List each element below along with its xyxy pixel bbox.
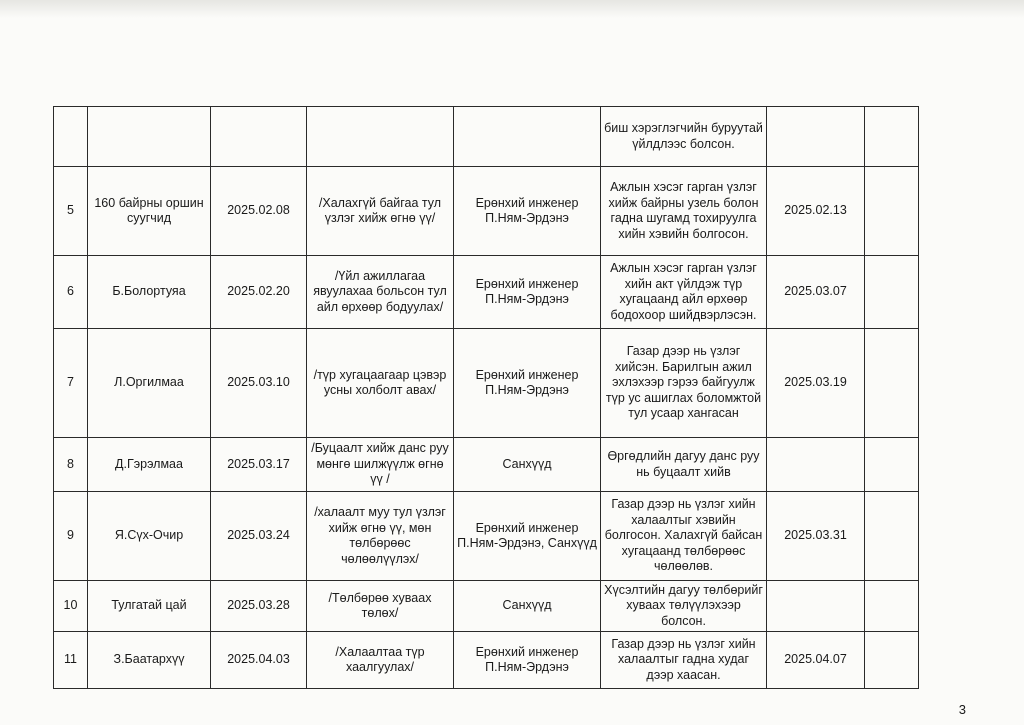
note-cell <box>865 492 919 581</box>
table-row <box>54 256 919 329</box>
note-cell <box>865 256 919 329</box>
row-number: 9 <box>54 492 88 581</box>
row-number: 7 <box>54 329 88 438</box>
request-date: 2025.04.03 <box>211 632 307 689</box>
note-cell <box>865 632 919 689</box>
table-row <box>54 492 919 581</box>
responsible-person: Санхүүд <box>454 581 601 632</box>
request-date <box>211 107 307 167</box>
responsible-person: Ерөнхий инженер П.Ням-Эрдэнэ <box>454 256 601 329</box>
responsible-person: Санхүүд <box>454 438 601 492</box>
request-date: 2025.02.20 <box>211 256 307 329</box>
resolved-date: 2025.03.31 <box>767 492 865 581</box>
resolved-date: 2025.03.19 <box>767 329 865 438</box>
row-number: 6 <box>54 256 88 329</box>
request-date: 2025.03.24 <box>211 492 307 581</box>
request-content <box>307 107 454 167</box>
note-cell <box>865 107 919 167</box>
resolution: Ажлын хэсэг гарган үзлэг хийж байрны узель болон гадна шугамд тохируулга хийн хэвийн болгосон. <box>601 167 767 256</box>
applicant-name: Д.Гэрэлмаа <box>88 438 211 492</box>
table-row <box>54 329 919 438</box>
request-date: 2025.02.08 <box>211 167 307 256</box>
resolved-date: 2025.02.13 <box>767 167 865 256</box>
applicant-name <box>88 107 211 167</box>
request-content: /Төлбөрөө хуваах төлөх/ <box>307 581 454 632</box>
applicant-name: З.Баатархүү <box>88 632 211 689</box>
resolution: Хүсэлтийн дагуу төлбөрийг хуваах төлүүлэхээр болсон. <box>601 581 767 632</box>
applicant-name: 160 байрны оршин суугчид <box>88 167 211 256</box>
row-number: 10 <box>54 581 88 632</box>
resolved-date: 2025.04.07 <box>767 632 865 689</box>
note-cell <box>865 167 919 256</box>
request-content: /Үйл ажиллагаа явуулахаа больсон тул айл өрхөөр бодуулах/ <box>307 256 454 329</box>
applicant-name: Я.Сүх-Очир <box>88 492 211 581</box>
row-number: 11 <box>54 632 88 689</box>
page-number: 3 <box>958 702 966 717</box>
resolution: Өргөдлийн дагуу данс руу нь буцаалт хийв <box>601 438 767 492</box>
request-date: 2025.03.17 <box>211 438 307 492</box>
applicant-name: Б.Болортуяа <box>88 256 211 329</box>
responsible-person: Ерөнхий инженер П.Ням-Эрдэнэ <box>454 167 601 256</box>
table-row <box>54 438 919 492</box>
resolution: биш хэрэглэгчийн буруутай үйлдлээс болсон. <box>601 107 767 167</box>
resolved-date <box>767 581 865 632</box>
request-content: /Халаалтаа түр хаалгуулах/ <box>307 632 454 689</box>
applicant-name: Л.Оргилмаа <box>88 329 211 438</box>
table-row <box>54 107 919 167</box>
resolved-date <box>767 107 865 167</box>
request-date: 2025.03.28 <box>211 581 307 632</box>
note-cell <box>865 581 919 632</box>
scan-shadow <box>0 0 1024 18</box>
request-content: /түр хугацаагаар цэвэр усны холболт авах/ <box>307 329 454 438</box>
request-content: /халаалт муу тул үзлэг хийж өгнө үү, мөн төлбөрөөс чөлөөлүүлэх/ <box>307 492 454 581</box>
responsible-person: Ерөнхий инженер П.Ням-Эрдэнэ <box>454 632 601 689</box>
records-table <box>53 106 919 689</box>
responsible-person: Ерөнхий инженер П.Ням-Эрдэнэ <box>454 329 601 438</box>
row-number <box>54 107 88 167</box>
table-row <box>54 581 919 632</box>
row-number: 8 <box>54 438 88 492</box>
responsible-person <box>454 107 601 167</box>
row-number: 5 <box>54 167 88 256</box>
resolved-date: 2025.03.07 <box>767 256 865 329</box>
resolution: Ажлын хэсэг гарган үзлэг хийн акт үйлдэж түр хугацаанд айл өрхөөр бодохоор шийдвэрлэсэн. <box>601 256 767 329</box>
request-content: /Халахгүй байгаа тул үзлэг хийж өгнө үү/ <box>307 167 454 256</box>
note-cell <box>865 438 919 492</box>
resolution: Газар дээр нь үзлэг хийн халаалтыг гадна худаг дээр хаасан. <box>601 632 767 689</box>
resolved-date <box>767 438 865 492</box>
request-date: 2025.03.10 <box>211 329 307 438</box>
note-cell <box>865 329 919 438</box>
resolution: Газар дээр нь үзлэг хийн халаалтыг хэвийн болгосон. Халахгүй байсан хугацаанд төлбөрөөс чөлөөлөв. <box>601 492 767 581</box>
responsible-person: Ерөнхий инженер П.Ням-Эрдэнэ, Санхүүд <box>454 492 601 581</box>
applicant-name: Тулгатай цай <box>88 581 211 632</box>
resolution: Газар дээр нь үзлэг хийсэн. Барилгын ажил эхлэхээр гэрээ байгуулж түр ус ашиглах боломжтой тул усаар хангасан <box>601 329 767 438</box>
table-row <box>54 632 919 689</box>
table-row <box>54 167 919 256</box>
request-content: /Буцаалт хийж данс руу мөнгө шилжүүлж өгнө үү / <box>307 438 454 492</box>
